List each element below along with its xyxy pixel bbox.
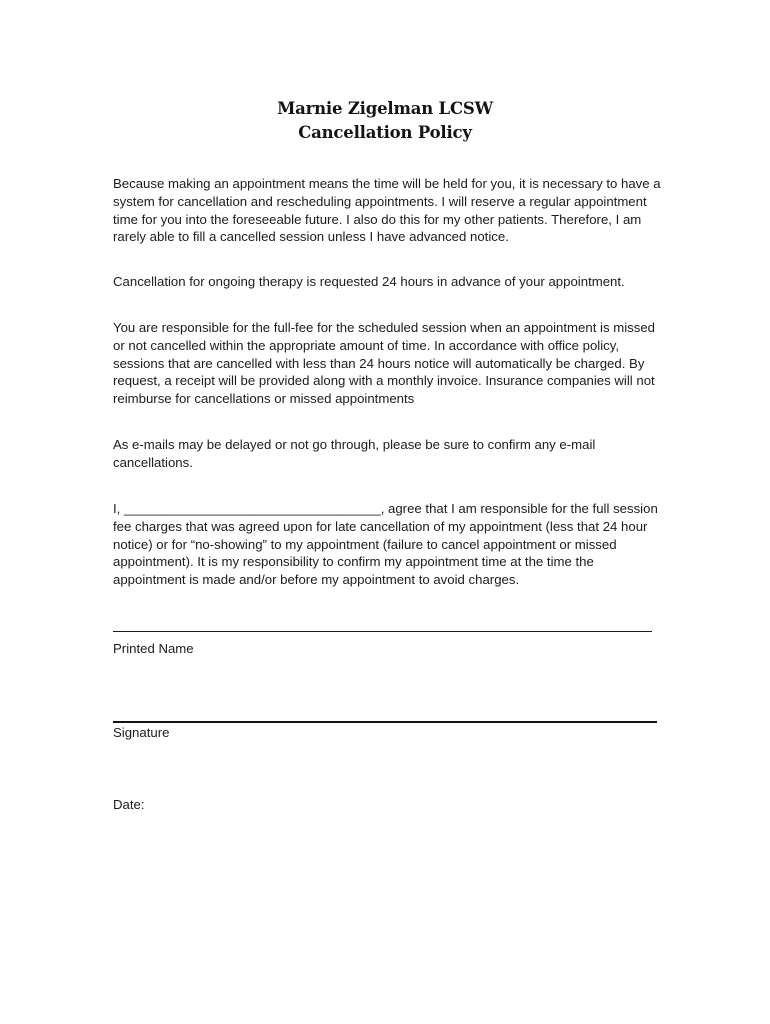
- agreement-paragraph: I, ___________________________________, agree that I am responsible for the full session fee charges that was agreed upon for late cancellation of my appointment (less that 24 hour notice) or for “no-showing” to my appointment (failure to cancel appointment or missed appointment). It is my responsibility to confirm my appointment time at the time the appointment is made and/or before my appointment to avoid charges.: [113, 501, 658, 588]
- practitioner-name: Marnie Zigelman LCSW: [277, 99, 493, 118]
- signature-label: Signature: [113, 725, 170, 740]
- policy-title: Cancellation Policy: [298, 123, 472, 142]
- email-paragraph: As e-mails may be delayed or not go through, please be sure to confirm any e-mail cancellations.: [113, 437, 596, 470]
- printed-name-line[interactable]: [113, 631, 652, 632]
- date-label: Date:: [113, 797, 145, 812]
- printed-name-label: Printed Name: [113, 641, 194, 656]
- signature-line[interactable]: [113, 721, 657, 723]
- notice-paragraph: Cancellation for ongoing therapy is requested 24 hours in advance of your appointment.: [113, 274, 625, 289]
- fee-paragraph: You are responsible for the full-fee for the scheduled session when an appointment is missed or not cancelled within the appropriate amount of time. In accordance with office policy, sessions that are cancelled with less than 24 hours notice will automatically be charged. By request, a receipt will be provided along with a monthly invoice. Insurance companies will not reimburse for cancellations or missed appointments: [113, 320, 655, 407]
- intro-paragraph: Because making an appointment means the time will be held for you, it is necessary to have a system for cancellation and rescheduling appointments. I will reserve a regular appointment time for you into the foreseeable future. I also do this for my other patients. Therefore, I am rarely able to fill a cancelled session unless I have advanced notice.: [113, 176, 661, 245]
- document-header: [0, 97, 770, 145]
